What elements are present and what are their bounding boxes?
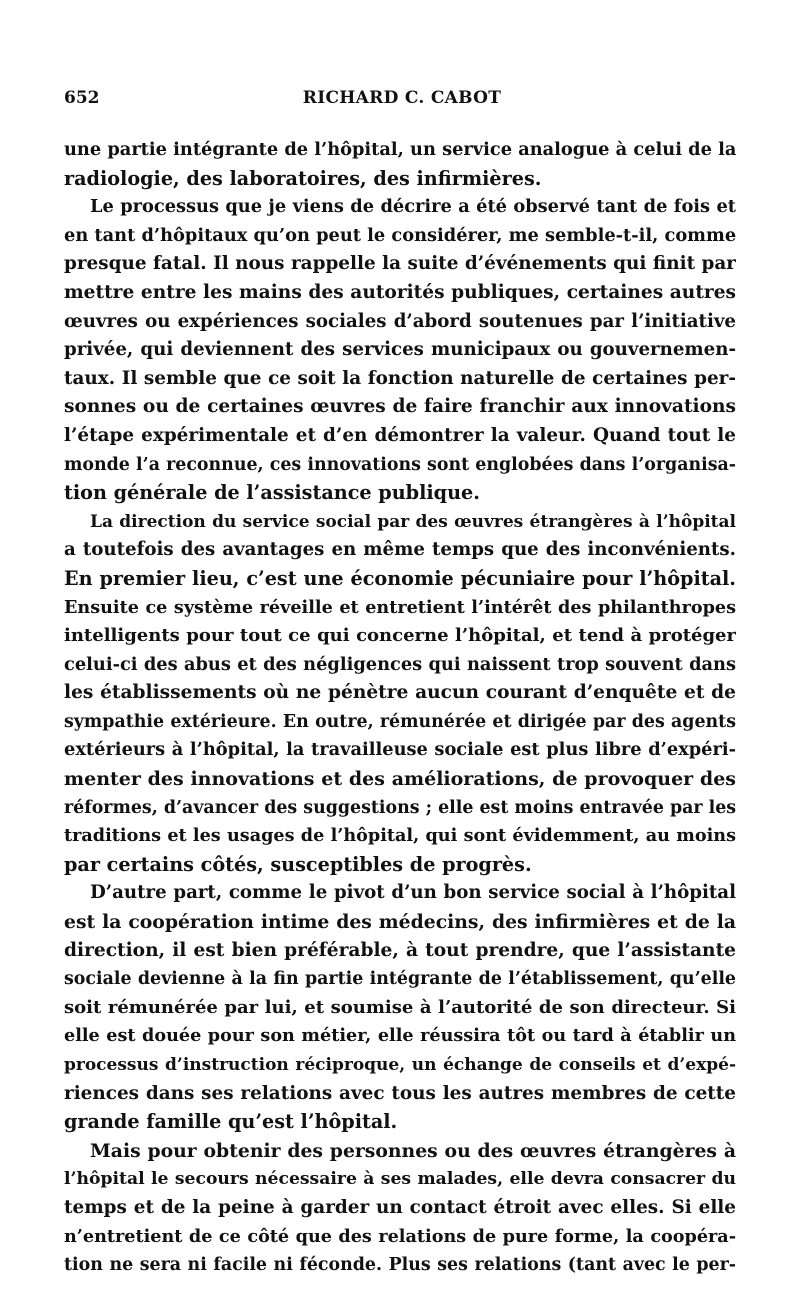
text-line: presque fatal. Il nous rappelle la suite d’événements qui finit par xyxy=(64,253,736,275)
text-line: traditions et les usages de l’hôpital, qui sont évidemment, au moins xyxy=(64,825,736,847)
text-line: les établissements où ne pénètre aucun courant d’enquête et de xyxy=(64,682,736,704)
text-line: Ensuite ce système réveille et entretient l’intérêt des philanthropes xyxy=(64,596,736,618)
text-line: l’étape expérimentale et d’en démontrer la valeur. Quand tout le xyxy=(64,424,736,446)
text-line: une partie intégrante de l’hôpital, un service analogue à celui de la xyxy=(64,139,736,160)
text-line: menter des innovations et des améliorations, de provoquer des xyxy=(64,768,736,791)
text-line: Mais pour obtenir des personnes ou des œuvres étrangères à xyxy=(90,1139,736,1162)
text-line: a toutefois des avantages en même temps que des inconvénients. xyxy=(64,539,736,561)
page-header xyxy=(64,88,740,114)
text-line: riences dans ses relations avec tous les autres membres de cette xyxy=(64,1082,736,1104)
text-line: en tant d’hôpitaux qu’on peut le considérer, me semble-t-il, comme xyxy=(64,224,736,246)
text-line: réformes, d’avancer des suggestions ; elle est moins entravée par les xyxy=(64,797,736,818)
text-line: processus d’instruction réciproque, un échange de conseils et d’expé- xyxy=(64,1055,736,1075)
text-line: sociale devienne à la fin partie intégrante de l’établissement, qu’elle xyxy=(64,969,736,990)
text-line: radiologie, des laboratoires, des infirmières. xyxy=(64,166,542,190)
text-line: par certains côtés, susceptibles de progrès. xyxy=(64,852,532,876)
text-line: l’hôpital le secours nécessaire à ses malades, elle devra consacrer du xyxy=(64,1169,736,1190)
text-line: La direction du service social par des œuvres étrangères à l’hôpital xyxy=(90,511,736,532)
text-line: elle est douée pour son métier, elle réussira tôt ou tard à établir un xyxy=(64,1025,736,1047)
text-line: mettre entre les mains des autorités publiques, certaines autres xyxy=(64,281,736,303)
text-line: celui-ci des abus et des négligences qui naissent trop souvent dans xyxy=(64,653,736,675)
text-line: sonnes ou de certaines œuvres de faire franchir aux innovations xyxy=(64,396,736,418)
text-line: extérieurs à l’hôpital, la travailleuse sociale est plus libre d’expéri- xyxy=(64,739,736,761)
text-line: temps et de la peine à garder un contact étroit avec elles. Si elle xyxy=(64,1196,736,1218)
body-text xyxy=(64,136,736,1280)
text-line: monde l’a reconnue, ces innovations sont englobées dans l’organisa- xyxy=(64,454,736,475)
text-line: œuvres ou expériences sociales d’abord soutenues par l’initiative xyxy=(64,310,736,332)
text-line: soit rémunérée par lui, et soumise à l’autorité de son directeur. Si xyxy=(64,996,736,1018)
text-line: grande famille qu’est l’hôpital. xyxy=(64,1110,398,1134)
text-line: sympathie extérieure. En outre, rémunérée et dirigée par des agents xyxy=(64,711,736,732)
text-line: intelligents pour tout ce qui concerne l’hôpital, et tend à protéger xyxy=(64,625,736,647)
page-number: 652 xyxy=(64,88,100,108)
text-line: tion ne sera ni facile ni féconde. Plus ses relations (tant avec le per- xyxy=(64,1255,736,1276)
text-line: privée, qui deviennent des services municipaux ou gouvernemen- xyxy=(64,339,736,361)
text-line: taux. Il semble que ce soit la fonction naturelle de certaines per- xyxy=(64,367,736,389)
running-head: RICHARD C. CABOT xyxy=(302,88,502,108)
text-line: direction, il est bien préférable, à tout prendre, que l’assistante xyxy=(64,939,736,961)
text-line: D’autre part, comme le pivot d’un bon service social à l’hôpital xyxy=(90,882,736,904)
text-line: n’entretient de ce côté que des relations de pure forme, la coopéra- xyxy=(64,1225,736,1247)
text-line: tion générale de l’assistance publique. xyxy=(64,481,480,505)
text-line: Le processus que je viens de décrire a été observé tant de fois et xyxy=(90,196,736,218)
text-line: En premier lieu, c’est une économie pécuniaire pour l’hôpital. xyxy=(64,566,736,590)
text-line: est la coopération intime des médecins, des infirmières et de la xyxy=(64,911,736,934)
